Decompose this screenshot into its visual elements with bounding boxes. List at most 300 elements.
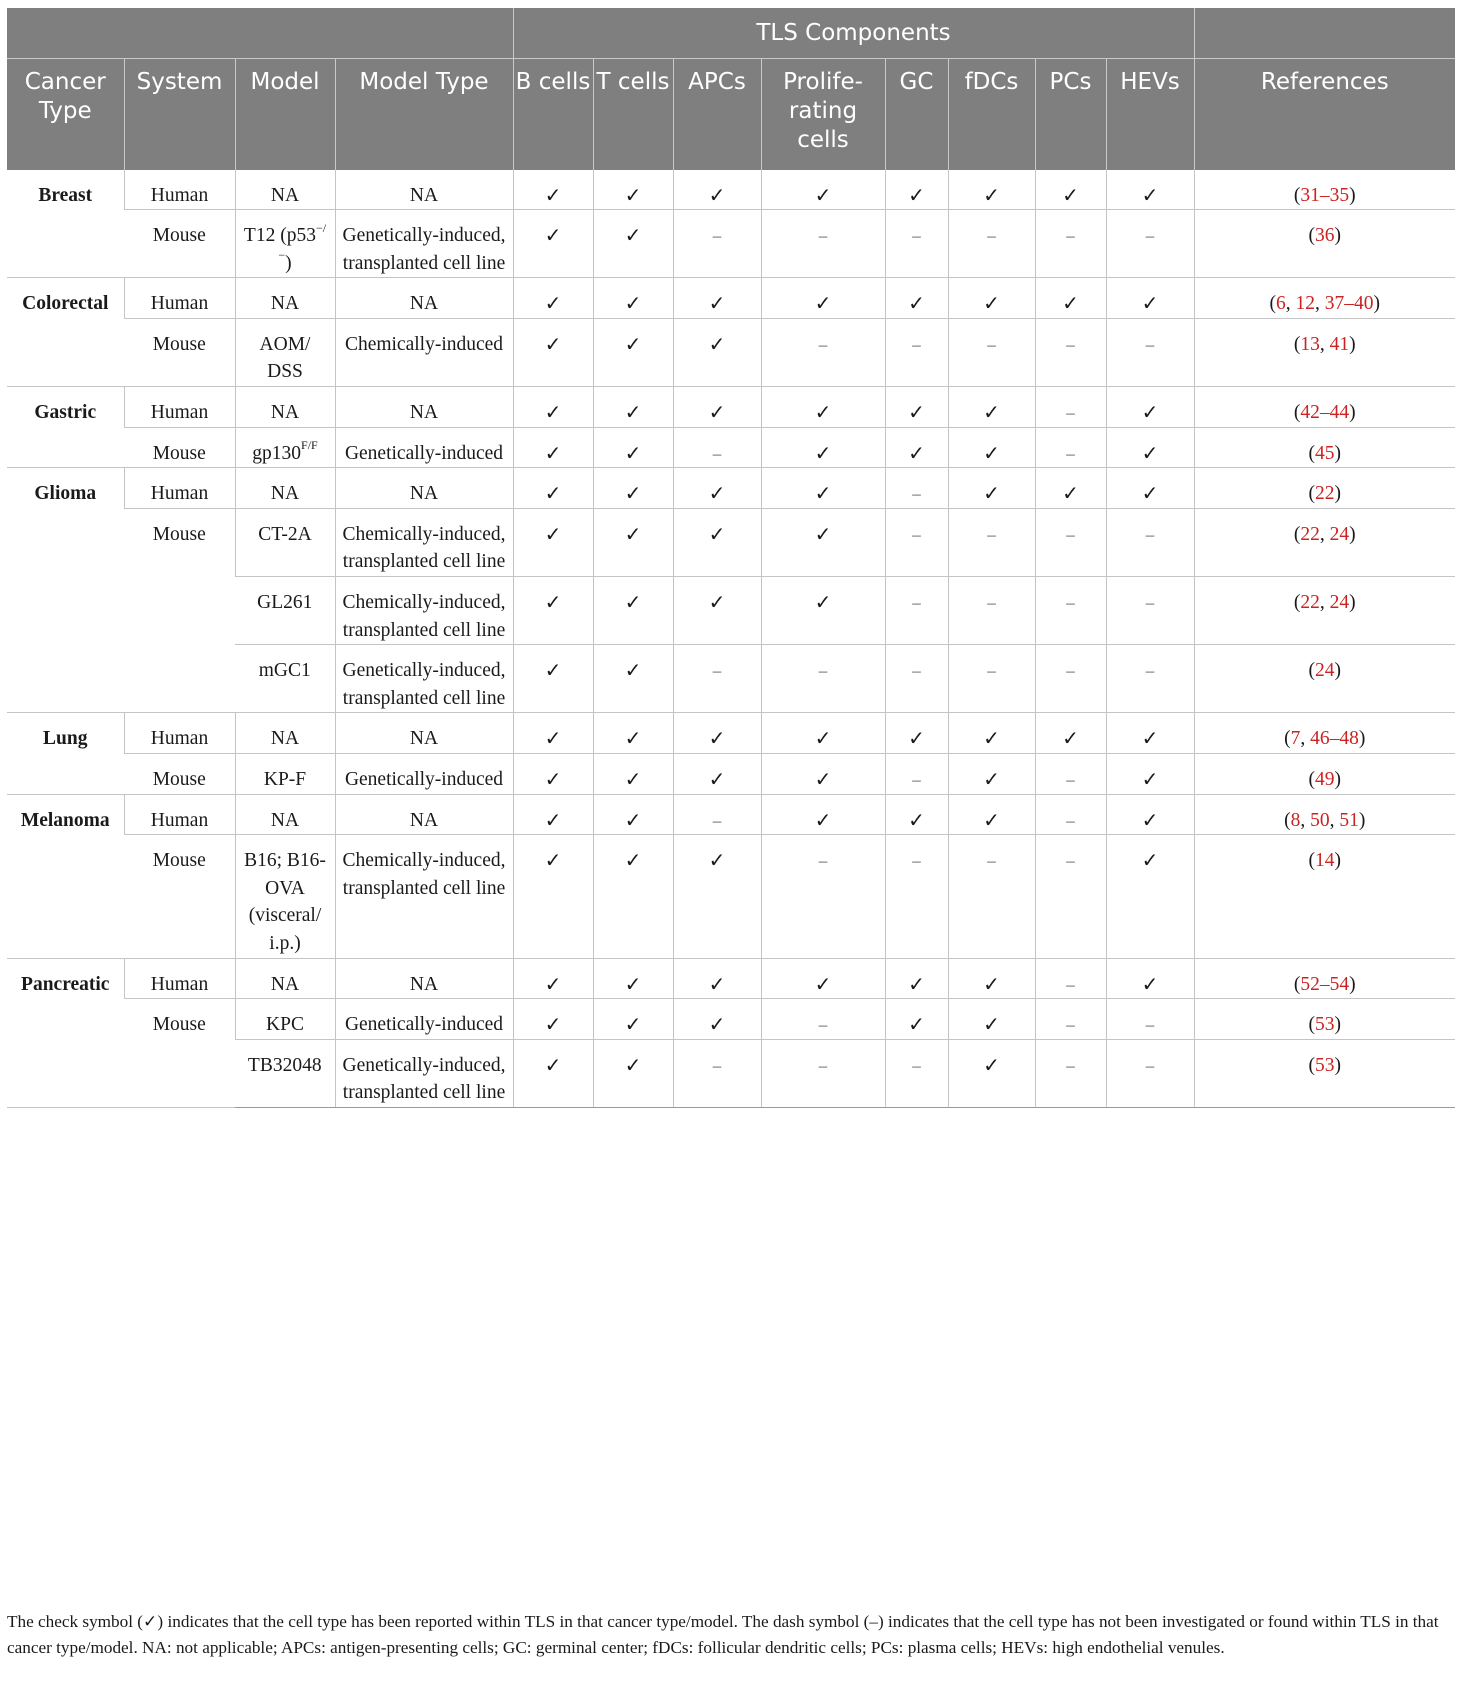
check-icon-b-cells: ✓ <box>513 835 593 958</box>
check-icon-t-cells: ✓ <box>593 278 673 319</box>
header-apcs: APCs <box>673 59 761 170</box>
reference-punctuation: ( <box>1293 402 1301 424</box>
dash-icon-gc: – <box>885 645 948 713</box>
model-name: KPC <box>266 1014 304 1036</box>
check-icon-hevs: ✓ <box>1106 958 1194 999</box>
header-pcs: PCs <box>1035 59 1106 170</box>
model-superscript: F/F <box>301 438 318 453</box>
system-cell: Mouse <box>124 835 235 958</box>
model-cell <box>235 958 335 999</box>
check-icon-proliferating-cells: ✓ <box>761 577 885 645</box>
dash-icon-gc: – <box>885 508 948 576</box>
reference-punctuation: ( <box>1308 1014 1316 1036</box>
dash-icon-pcs: – <box>1035 387 1106 428</box>
header-gc: GC <box>885 59 948 170</box>
reference-punctuation: ( <box>1308 850 1316 872</box>
dash-icon-pcs: – <box>1035 754 1106 795</box>
check-icon-hevs: ✓ <box>1106 387 1194 428</box>
system-cell: Human <box>124 387 235 428</box>
check-icon-t-cells: ✓ <box>593 958 673 999</box>
reference-punctuation: , <box>1300 809 1311 831</box>
check-icon-gc: ✓ <box>885 427 948 468</box>
check-icon-apcs: ✓ <box>673 577 761 645</box>
reference-punctuation: ) <box>1349 333 1356 355</box>
table-row <box>7 958 1455 999</box>
reference-punctuation: ) <box>1334 850 1342 872</box>
cancer-type-cell: Pancreatic <box>7 958 124 1107</box>
system-cell: Human <box>124 713 235 754</box>
reference-link[interactable]: 22 <box>1300 523 1320 545</box>
model-superscript: −/− <box>278 220 327 263</box>
header-column-row <box>7 59 1455 170</box>
reference-link[interactable]: 46–48 <box>1310 728 1359 750</box>
header-references: References <box>1194 59 1455 170</box>
table-row <box>7 835 1455 958</box>
model-type-cell: Chemically-induced <box>335 318 513 386</box>
header-system: System <box>124 59 235 170</box>
model-type-cell: NA <box>335 713 513 754</box>
check-icon-gc: ✓ <box>885 999 948 1040</box>
system-cell: Human <box>124 958 235 999</box>
reference-link[interactable]: 14 <box>1315 850 1335 872</box>
reference-punctuation: ) <box>1334 1014 1342 1036</box>
check-icon-gc: ✓ <box>885 170 948 210</box>
dash-icon-proliferating-cells: – <box>761 210 885 278</box>
check-icon-pcs: ✓ <box>1035 278 1106 319</box>
reference-link[interactable]: 53 <box>1315 1014 1335 1036</box>
header-model: Model <box>235 59 335 170</box>
model-cell <box>235 835 335 958</box>
check-icon-fdcs: ✓ <box>948 278 1035 319</box>
check-icon-hevs: ✓ <box>1106 278 1194 319</box>
model-cell <box>235 999 335 1040</box>
dash-icon-pcs: – <box>1035 958 1106 999</box>
reference-punctuation: ) <box>1373 293 1381 315</box>
model-name: AOM/ DSS <box>259 333 311 383</box>
check-icon-b-cells: ✓ <box>513 387 593 428</box>
table-row <box>7 170 1455 210</box>
reference-link[interactable]: 45 <box>1315 442 1335 464</box>
dash-icon-apcs: – <box>673 794 761 835</box>
model-cell <box>235 508 335 576</box>
model-cell <box>235 577 335 645</box>
dash-icon-apcs: – <box>673 645 761 713</box>
check-icon-b-cells: ✓ <box>513 754 593 795</box>
check-icon-proliferating-cells: ✓ <box>761 794 885 835</box>
dash-icon-proliferating-cells: – <box>761 1039 885 1107</box>
check-icon-fdcs: ✓ <box>948 999 1035 1040</box>
reference-punctuation: ( <box>1293 973 1301 995</box>
model-name: gp130 <box>252 442 302 464</box>
reference-punctuation: ( <box>1308 483 1316 505</box>
check-icon-proliferating-cells: ✓ <box>761 713 885 754</box>
model-name: B16; B16-OVA (visceral/ i.p.) <box>244 850 326 954</box>
model-type-cell: NA <box>335 958 513 999</box>
dash-icon-proliferating-cells: – <box>761 835 885 958</box>
check-icon-b-cells: ✓ <box>513 170 593 210</box>
check-icon-pcs: ✓ <box>1035 170 1106 210</box>
table-row <box>7 508 1455 576</box>
check-icon-fdcs: ✓ <box>948 958 1035 999</box>
dash-icon-fdcs: – <box>948 508 1035 576</box>
model-name: KP-F <box>263 769 307 790</box>
header-group-tls-components: TLS Components <box>513 8 1194 59</box>
reference-punctuation: ) <box>1349 523 1356 545</box>
check-icon-t-cells: ✓ <box>593 645 673 713</box>
reference-link[interactable]: 53 <box>1315 1054 1335 1076</box>
check-icon-hevs: ✓ <box>1106 427 1194 468</box>
reference-link[interactable]: 49 <box>1315 769 1335 790</box>
references-cell <box>1194 754 1455 795</box>
check-icon-apcs: ✓ <box>673 318 761 386</box>
model-cell <box>235 754 335 795</box>
table-row <box>7 999 1455 1040</box>
check-icon-b-cells: ✓ <box>513 577 593 645</box>
dash-icon-pcs: – <box>1035 794 1106 835</box>
table-row <box>7 468 1455 509</box>
dash-icon-fdcs: – <box>948 835 1035 958</box>
check-icon-b-cells: ✓ <box>513 427 593 468</box>
dash-icon-proliferating-cells: – <box>761 318 885 386</box>
system-cell: Mouse <box>124 427 235 468</box>
model-name: NA <box>270 483 300 505</box>
check-icon-proliferating-cells: ✓ <box>761 278 885 319</box>
model-name-tail: ) <box>285 252 292 274</box>
system-cell: Human <box>124 170 235 210</box>
check-icon-t-cells: ✓ <box>593 210 673 278</box>
dash-icon-fdcs: – <box>948 577 1035 645</box>
check-icon-proliferating-cells: ✓ <box>761 170 885 210</box>
table-row <box>7 427 1455 468</box>
check-icon-fdcs: ✓ <box>948 713 1035 754</box>
model-name: TB32048 <box>247 1054 322 1076</box>
header-b-cells: B cells <box>513 59 593 170</box>
cancer-type-cell: Gastric <box>7 387 124 468</box>
dash-icon-fdcs: – <box>948 210 1035 278</box>
check-icon-pcs: ✓ <box>1035 468 1106 509</box>
references-cell <box>1194 958 1455 999</box>
check-icon-gc: ✓ <box>885 958 948 999</box>
model-type-cell: Genetically-induced <box>335 999 513 1040</box>
reference-link[interactable]: 12 <box>1295 293 1316 315</box>
cancer-type-cell: Lung <box>7 713 124 794</box>
header-model-type: Model Type <box>335 59 513 170</box>
check-icon-t-cells: ✓ <box>593 427 673 468</box>
references-cell <box>1194 468 1455 509</box>
check-icon-apcs: ✓ <box>673 278 761 319</box>
model-cell <box>235 427 335 468</box>
tls-components-table-container <box>7 8 1455 1108</box>
dash-icon-gc: – <box>885 1039 948 1107</box>
dash-icon-gc: – <box>885 577 948 645</box>
check-icon-b-cells: ✓ <box>513 468 593 509</box>
system-cell: Mouse <box>124 999 235 1108</box>
check-icon-apcs: ✓ <box>673 468 761 509</box>
reference-punctuation: , <box>1329 809 1340 831</box>
model-type-cell: Genetically-induced <box>335 427 513 468</box>
references-cell <box>1194 278 1455 319</box>
reference-punctuation: ) <box>1334 769 1342 790</box>
model-name: GL261 <box>257 592 313 614</box>
dash-icon-hevs: – <box>1106 210 1194 278</box>
reference-link[interactable]: 24 <box>1329 523 1350 545</box>
table-row <box>7 754 1455 795</box>
reference-link[interactable]: 24 <box>1315 660 1335 682</box>
system-cell: Human <box>124 468 235 509</box>
reference-punctuation: , <box>1285 293 1296 315</box>
check-icon-t-cells: ✓ <box>593 577 673 645</box>
check-icon-fdcs: ✓ <box>948 170 1035 210</box>
model-cell <box>235 794 335 835</box>
references-cell <box>1194 318 1455 386</box>
check-icon-fdcs: ✓ <box>948 468 1035 509</box>
check-icon-proliferating-cells: ✓ <box>761 387 885 428</box>
check-icon-b-cells: ✓ <box>513 210 593 278</box>
model-cell <box>235 645 335 713</box>
table-body <box>7 170 1455 1108</box>
tls-components-table <box>7 8 1455 1108</box>
reference-punctuation: ) <box>1334 442 1342 464</box>
references-cell <box>1194 713 1455 754</box>
check-icon-fdcs: ✓ <box>948 754 1035 795</box>
reference-punctuation: ) <box>1334 225 1342 247</box>
references-cell <box>1194 999 1455 1040</box>
check-icon-b-cells: ✓ <box>513 1039 593 1107</box>
check-icon-apcs: ✓ <box>673 170 761 210</box>
references-cell <box>1194 427 1455 468</box>
check-icon-t-cells: ✓ <box>593 713 673 754</box>
dash-icon-pcs: – <box>1035 645 1106 713</box>
check-icon-t-cells: ✓ <box>593 794 673 835</box>
dash-icon-gc: – <box>885 754 948 795</box>
check-icon-b-cells: ✓ <box>513 318 593 386</box>
reference-link[interactable]: 13 <box>1300 333 1320 355</box>
model-name: NA <box>270 728 300 750</box>
check-icon-hevs: ✓ <box>1106 794 1194 835</box>
check-icon-pcs: ✓ <box>1035 713 1106 754</box>
reference-punctuation: ( <box>1293 184 1301 206</box>
model-cell <box>235 387 335 428</box>
reference-punctuation: ) <box>1334 1054 1342 1076</box>
check-icon-gc: ✓ <box>885 387 948 428</box>
model-name: NA <box>270 184 300 206</box>
reference-punctuation: ( <box>1308 660 1316 682</box>
reference-punctuation: ( <box>1308 225 1316 247</box>
check-icon-fdcs: ✓ <box>948 427 1035 468</box>
dash-icon-pcs: – <box>1035 835 1106 958</box>
dash-icon-fdcs: – <box>948 645 1035 713</box>
check-icon-t-cells: ✓ <box>593 508 673 576</box>
check-icon-apcs: ✓ <box>673 958 761 999</box>
dash-icon-pcs: – <box>1035 427 1106 468</box>
check-icon-hevs: ✓ <box>1106 713 1194 754</box>
check-icon-hevs: ✓ <box>1106 835 1194 958</box>
check-icon-fdcs: ✓ <box>948 387 1035 428</box>
check-icon-t-cells: ✓ <box>593 999 673 1040</box>
check-icon-b-cells: ✓ <box>513 278 593 319</box>
dash-icon-gc: – <box>885 468 948 509</box>
table-row <box>7 794 1455 835</box>
check-icon-t-cells: ✓ <box>593 387 673 428</box>
check-icon-proliferating-cells: ✓ <box>761 508 885 576</box>
check-icon-fdcs: ✓ <box>948 794 1035 835</box>
reference-link[interactable]: 31–35 <box>1300 184 1350 206</box>
system-cell: Human <box>124 794 235 835</box>
model-cell <box>235 713 335 754</box>
table-row <box>7 713 1455 754</box>
table-row <box>7 387 1455 428</box>
references-cell <box>1194 577 1455 645</box>
model-name: NA <box>270 973 300 995</box>
model-cell <box>235 468 335 509</box>
reference-punctuation: ) <box>1349 592 1356 614</box>
header-group-row <box>7 8 1455 59</box>
reference-link[interactable]: 51 <box>1339 809 1359 831</box>
model-cell <box>235 318 335 386</box>
dash-icon-pcs: – <box>1035 999 1106 1040</box>
cancer-type-cell: Breast <box>7 170 124 278</box>
system-cell: Mouse <box>124 318 235 386</box>
model-type-cell: Chemically-induced, transplanted cell line <box>335 508 513 576</box>
check-icon-b-cells: ✓ <box>513 958 593 999</box>
check-icon-b-cells: ✓ <box>513 713 593 754</box>
dash-icon-hevs: – <box>1106 318 1194 386</box>
reference-punctuation: ( <box>1293 333 1301 355</box>
check-icon-hevs: ✓ <box>1106 754 1194 795</box>
check-icon-hevs: ✓ <box>1106 468 1194 509</box>
references-cell <box>1194 1039 1455 1107</box>
dash-icon-gc: – <box>885 835 948 958</box>
cancer-type-cell: Glioma <box>7 468 124 713</box>
dash-icon-hevs: – <box>1106 999 1194 1040</box>
reference-link[interactable]: 36 <box>1315 225 1335 247</box>
reference-link[interactable]: 6 <box>1276 293 1286 315</box>
model-name: T12 (p53 <box>243 225 316 247</box>
header-cancer-type: Cancer Type <box>7 59 124 170</box>
reference-link[interactable]: 8 <box>1290 809 1301 831</box>
reference-punctuation: ) <box>1349 973 1356 995</box>
table-row <box>7 278 1455 319</box>
check-icon-t-cells: ✓ <box>593 318 673 386</box>
dash-icon-pcs: – <box>1035 508 1106 576</box>
system-cell: Mouse <box>124 754 235 795</box>
reference-punctuation: ) <box>1358 809 1366 831</box>
model-cell <box>235 170 335 210</box>
dash-icon-gc: – <box>885 210 948 278</box>
reference-punctuation: , <box>1319 333 1330 355</box>
model-type-cell: Chemically-induced, transplanted cell line <box>335 577 513 645</box>
dash-icon-apcs: – <box>673 1039 761 1107</box>
model-name: mGC1 <box>258 660 311 682</box>
reference-punctuation: ) <box>1358 728 1366 750</box>
check-icon-b-cells: ✓ <box>513 645 593 713</box>
check-icon-proliferating-cells: ✓ <box>761 754 885 795</box>
check-icon-gc: ✓ <box>885 794 948 835</box>
reference-link[interactable]: 24 <box>1329 592 1350 614</box>
reference-punctuation: , <box>1319 592 1330 614</box>
reference-link[interactable]: 37–40 <box>1324 293 1374 315</box>
reference-punctuation: ) <box>1334 483 1342 505</box>
model-name: NA <box>270 402 300 424</box>
reference-punctuation: , <box>1315 293 1325 315</box>
check-icon-t-cells: ✓ <box>593 170 673 210</box>
header-hevs: HEVs <box>1106 59 1194 170</box>
header-fdcs: fDCs <box>948 59 1035 170</box>
reference-punctuation: ( <box>1269 293 1277 315</box>
check-icon-gc: ✓ <box>885 713 948 754</box>
model-name: CT-2A <box>258 523 312 545</box>
table-footnote: The check symbol (✓) indicates that the cell type has been reported within TLS in that cancer type/model. The dash symbol (–) indicates that the cell type has not been investigated or found within TLS in that cancer type/model. NA: not applicable; APCs: antigen-presenting cells; GC: germinal center; fDCs: follicular dendritic cells; PCs: plasma cells; HEVs: high endothelial venules. <box>7 1612 1439 1657</box>
references-cell <box>1194 508 1455 576</box>
model-type-cell: Genetically-induced, transplanted cell line <box>335 210 513 278</box>
table-row <box>7 318 1455 386</box>
cancer-type-cell: Melanoma <box>7 794 124 958</box>
reference-punctuation: ( <box>1293 523 1301 545</box>
references-cell <box>1194 645 1455 713</box>
model-type-cell: Genetically-induced, transplanted cell line <box>335 1039 513 1107</box>
references-cell <box>1194 210 1455 278</box>
model-type-cell: Chemically-induced, transplanted cell line <box>335 835 513 958</box>
table-row <box>7 210 1455 278</box>
check-icon-proliferating-cells: ✓ <box>761 468 885 509</box>
reference-punctuation: ( <box>1308 442 1316 464</box>
check-icon-proliferating-cells: ✓ <box>761 958 885 999</box>
model-cell <box>235 210 335 278</box>
reference-link[interactable]: 7 <box>1290 728 1301 750</box>
header-group-blank-right <box>1194 8 1455 59</box>
header-group-blank <box>7 8 513 59</box>
check-icon-fdcs: ✓ <box>948 1039 1035 1107</box>
model-cell <box>235 278 335 319</box>
dash-icon-proliferating-cells: – <box>761 999 885 1040</box>
check-icon-b-cells: ✓ <box>513 999 593 1040</box>
check-icon-apcs: ✓ <box>673 508 761 576</box>
dash-icon-hevs: – <box>1106 508 1194 576</box>
dash-icon-hevs: – <box>1106 645 1194 713</box>
reference-link[interactable]: 42–44 <box>1300 402 1350 424</box>
dash-icon-fdcs: – <box>948 318 1035 386</box>
reference-punctuation: ( <box>1308 769 1316 790</box>
reference-link[interactable]: 41 <box>1329 333 1350 355</box>
reference-punctuation: ) <box>1334 660 1342 682</box>
references-cell <box>1194 170 1455 210</box>
dash-icon-gc: – <box>885 318 948 386</box>
check-icon-apcs: ✓ <box>673 713 761 754</box>
reference-punctuation: ( <box>1308 1054 1316 1076</box>
dash-icon-pcs: – <box>1035 318 1106 386</box>
model-type-cell: NA <box>335 278 513 319</box>
check-icon-t-cells: ✓ <box>593 754 673 795</box>
check-icon-apcs: ✓ <box>673 835 761 958</box>
reference-punctuation: ( <box>1284 809 1291 831</box>
reference-link[interactable]: 50 <box>1310 809 1330 831</box>
reference-punctuation: ( <box>1284 728 1291 750</box>
dash-icon-apcs: – <box>673 210 761 278</box>
cancer-type-cell: Colorectal <box>7 278 124 387</box>
reference-link[interactable]: 52–54 <box>1300 973 1350 995</box>
reference-punctuation: ) <box>1349 184 1356 206</box>
reference-link[interactable]: 22 <box>1315 483 1335 505</box>
model-type-cell: NA <box>335 387 513 428</box>
check-icon-proliferating-cells: ✓ <box>761 427 885 468</box>
header-t-cells: T cells <box>593 59 673 170</box>
dash-icon-pcs: – <box>1035 577 1106 645</box>
dash-icon-pcs: – <box>1035 210 1106 278</box>
reference-link[interactable]: 22 <box>1300 592 1320 614</box>
reference-punctuation: ) <box>1349 402 1356 424</box>
reference-punctuation: , <box>1300 728 1311 750</box>
references-cell <box>1194 387 1455 428</box>
